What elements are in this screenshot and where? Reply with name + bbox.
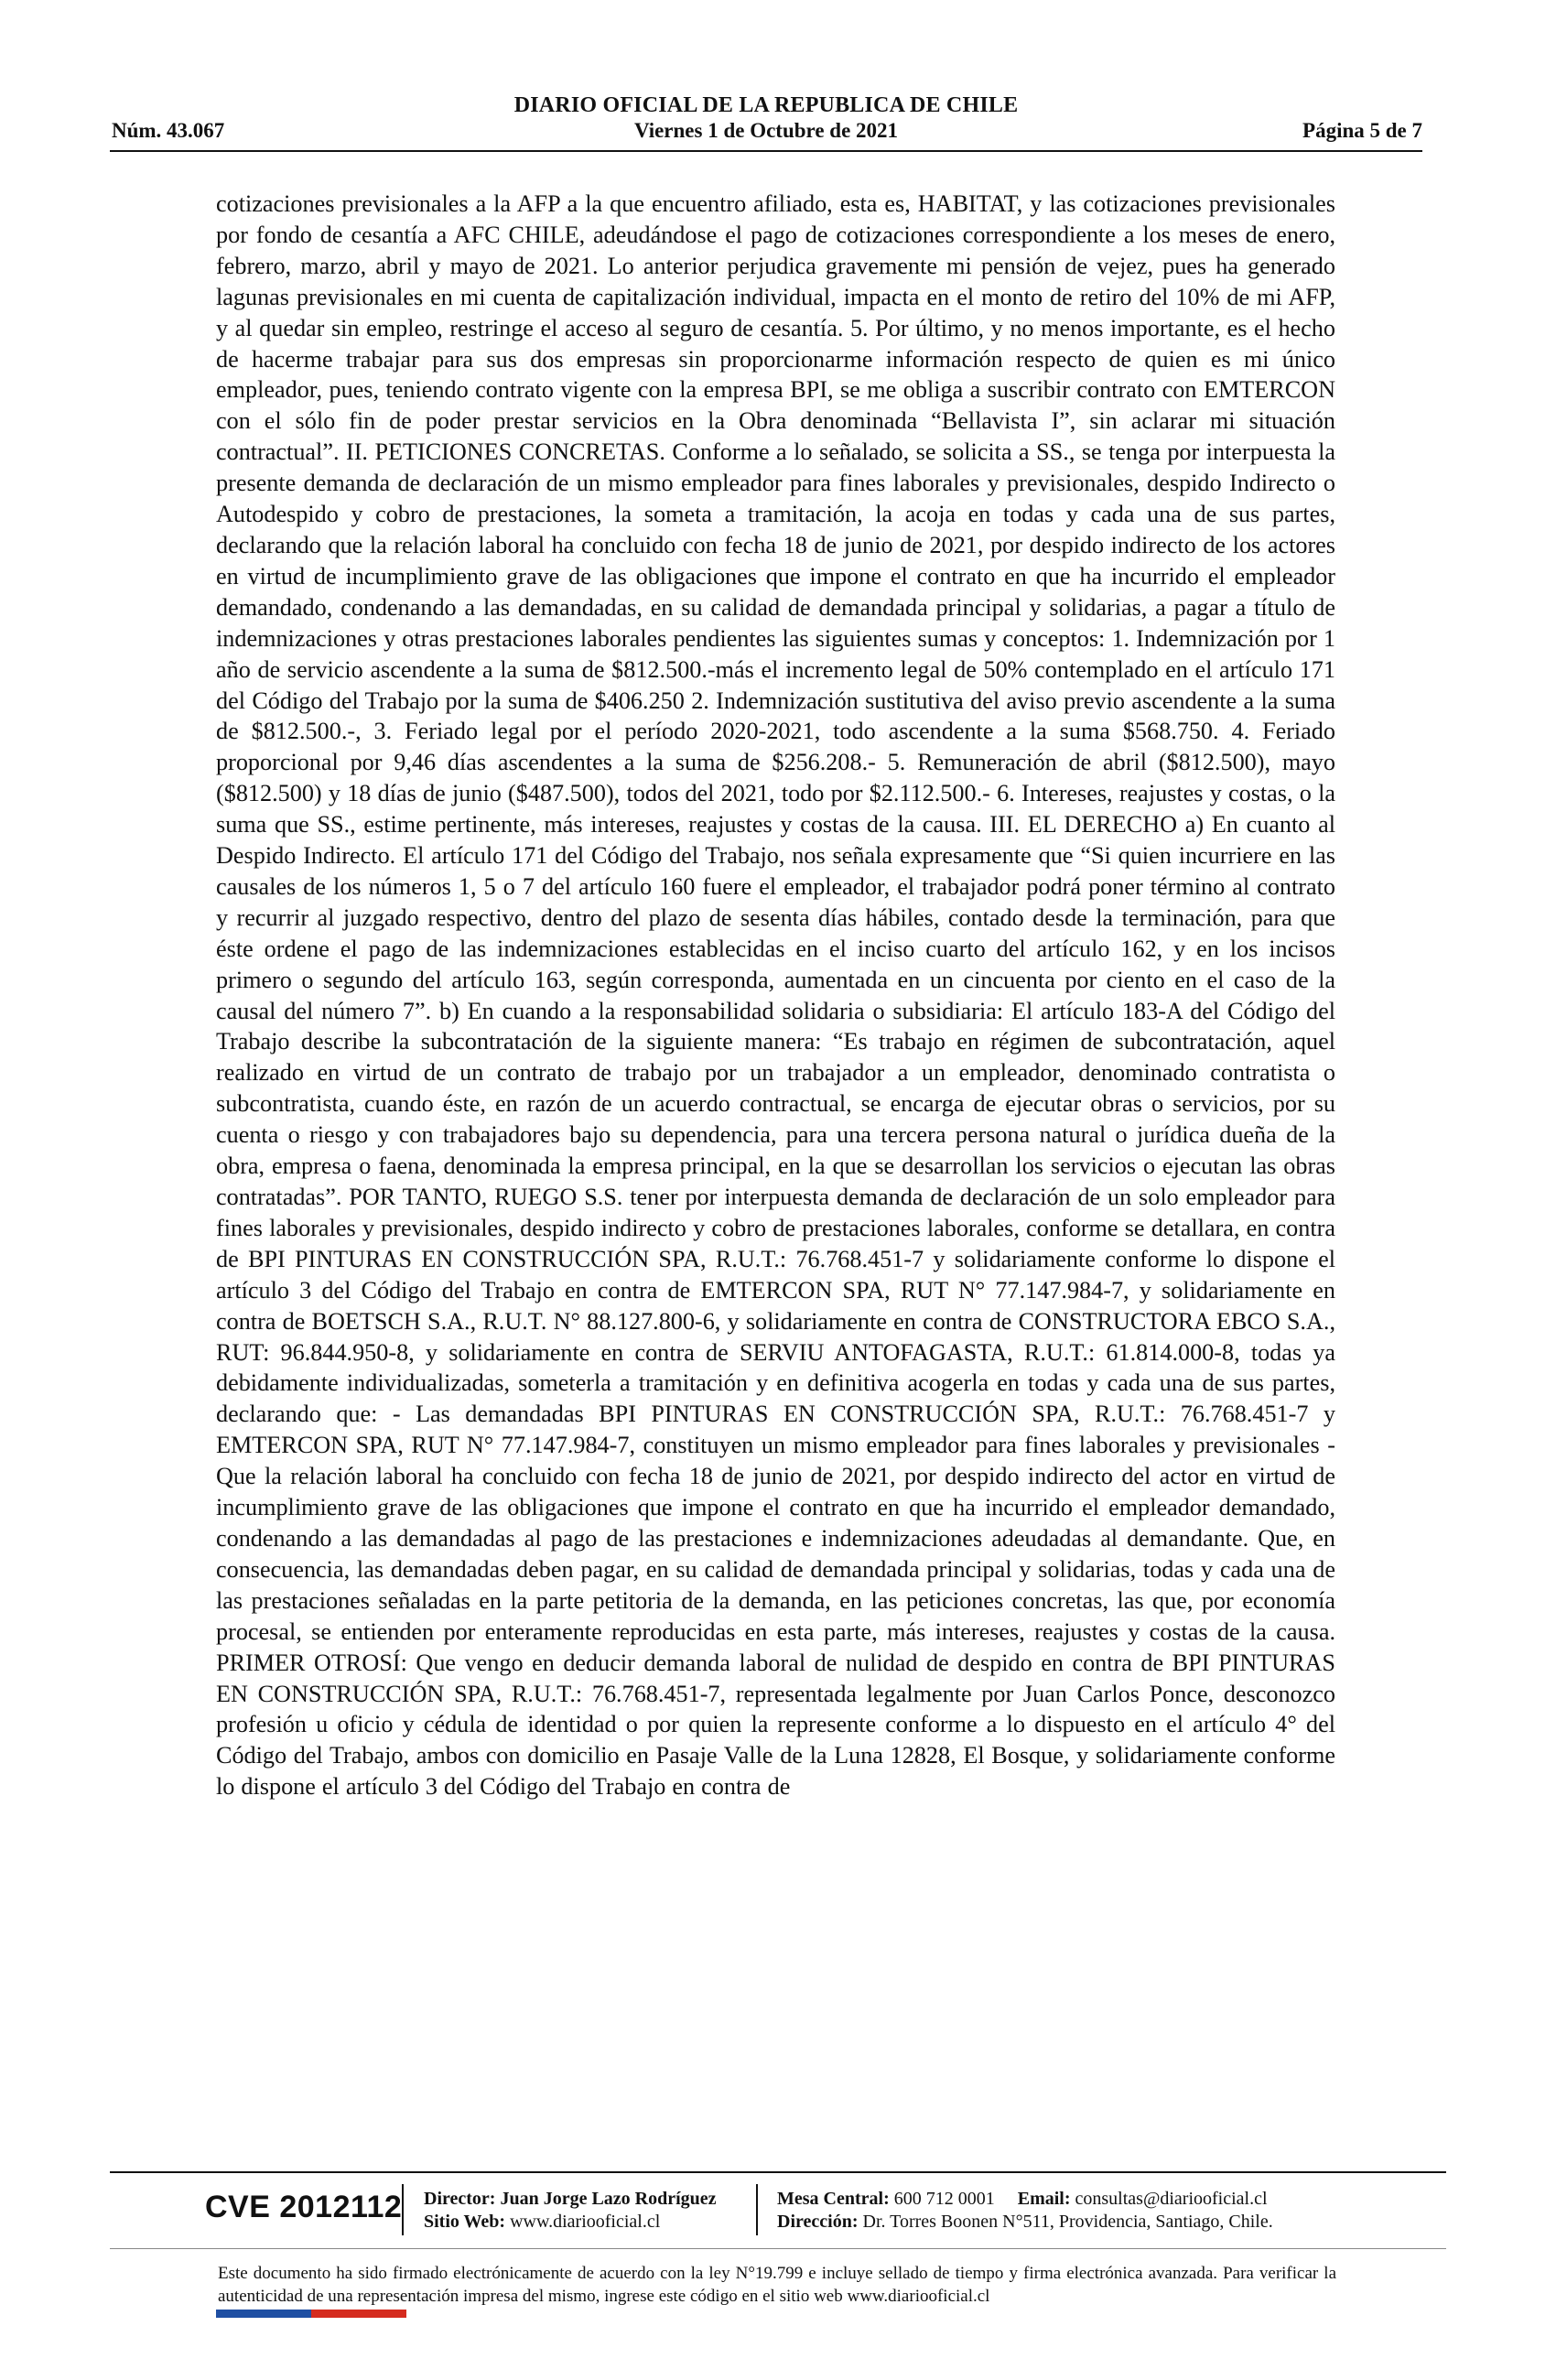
site-link[interactable]: www.diariooficial.cl — [510, 2212, 661, 2232]
phone-value: 600 712 0001 — [893, 2189, 995, 2209]
email-link[interactable]: consultas@diariooficial.cl — [1075, 2189, 1268, 2209]
site-label: Sitio Web: — [424, 2212, 506, 2232]
director-label: Director: — [424, 2189, 496, 2209]
footer-director-block — [424, 2188, 717, 2234]
director-name: Juan Jorge Lazo Rodríguez — [500, 2189, 717, 2209]
footer-contact-block — [777, 2188, 1273, 2234]
phone-label: Mesa Central: — [777, 2189, 890, 2209]
header-divider — [110, 150, 1422, 152]
issue-date: Viernes 1 de Octubre de 2021 — [633, 119, 899, 142]
footer-divider — [110, 2171, 1446, 2173]
email-label: Email: — [1017, 2189, 1071, 2209]
footer-separator — [402, 2184, 404, 2235]
page-number: Página 5 de 7 — [1302, 119, 1422, 142]
flag-stripe-red — [311, 2310, 406, 2318]
masthead — [110, 92, 1422, 152]
issue-number: Núm. 43.067 — [112, 119, 225, 142]
address-label: Dirección: — [777, 2212, 859, 2232]
cve-code: CVE 2012112 — [205, 2190, 403, 2224]
footer-thin-divider — [110, 2248, 1446, 2249]
body-paragraph: cotizaciones previsionales a la AFP a la que encuentro afiliado, esta es, HABITAT, y las cotizaciones previsionales por fondo de cesantía a AFC CHILE, adeudándose el pago de cotizaciones correspondiente a los meses de enero, febrero, marzo, abril y mayo de 2021. Lo anterior perjudica gravemente mi pensión de vejez, pues ha generado lagunas previsionales en mi cuenta de capitalización individual, impacta en el monto de retiro del 10% de mi AFP, y al quedar sin empleo, restringe el acceso al seguro de cesantía. 5. Por último, y no menos importante, es el hecho de hacerme trabajar para sus dos empresas sin proporcionarme información respecto de quien es mi único empleador, pues, teniendo contrato vigente con la empresa BPI, se me obliga a suscribir contrato con EMTERCON con el sólo fin de poder prestar servicios en la Obra denominada “Bellavista I”, sin aclarar mi situación contractual”. II. PETICIONES CONCRETAS. Conforme a lo señalado, se solicita a SS., se tenga por interpuesta la presente demanda de declaración de un mismo empleador para fines laborales y previsionales, despido Indirecto o Autodespido y cobro de prestaciones, la someta a tramitación, la acoja en todas y cada una de sus partes, declarando que la relación laboral ha concluido con fecha 18 de junio de 2021, por despido indirecto de los actores en virtud de incumplimiento grave de las obligaciones que impone el contrato en que ha incurrido el empleador demandado, condenando a las demandadas, en su calidad de demandada principal y solidarias, a pagar a título de indemnizaciones y otras prestaciones laborales pendientes las siguientes sumas y conceptos: 1. Indemnización por 1 año de servicio ascendente a la suma de $812.500.-más el incremento legal de 50% contemplado en el artículo 171 del Código del Trabajo por la suma de $406.250 2. Indemnización sustitutiva del aviso previo ascendente a la suma de $812.500.-, 3. Feriado legal por el período 2020-2021, todo ascendente a la suma $568.750. 4. Feriado proporcional por 9,46 días ascendentes a la suma de $256.208.- 5. Remuneración de abril ($812.500), mayo ($812.500) y 18 días de junio ($487.500), todos del 2021, todo por $2.112.500.- 6. Intereses, reajustes y costas, o la suma que SS., estime pertinente, más intereses, reajustes y costas de la causa. III. EL DERECHO a) En cuanto al Despido Indirecto. El artículo 171 del Código del Trabajo, nos señala expresamente que “Si quien incurriere en las causales de los números 1, 5 o 7 del artículo 160 fuere el empleador, el trabajador podrá poner término al contrato y recurrir al juzgado respectivo, dentro del plazo de sesenta días hábiles, contado desde la terminación, para que éste ordene el pago de las indemnizaciones establecidas en el inciso cuarto del artículo 162, y en los incisos primero o segundo del artículo 163, según corresponda, aumentada en un cincuenta por ciento en el caso de la causal del número 7”. b) En cuando a la responsabilidad solidaria o subsidiaria: El artículo 183-A del Código del Trabajo describe la subcontratación de la siguiente manera: “Es trabajo en régimen de subcontratación, aquel realizado en virtud de un contrato de trabajo por un trabajador a un empleador, denominado contratista o subcontratista, cuando éste, en razón de un acuerdo contractual, se encarga de ejecutar obras o servicios, por su cuenta o riesgo y con trabajadores bajo su dependencia, para una tercera persona natural o jurídica dueña de la obra, empresa o faena, denominada la empresa principal, en la que se desarrollan los servicios o ejecutan las obras contratadas”. POR TANTO, RUEGO S.S. tener por interpuesta demanda de declaración de un solo empleador para fines laborales y previsionales, despido indirecto y cobro de prestaciones laborales, conforme se detallara, en contra de BPI PINTURAS EN CONSTRUCCIÓN SPA, R.U.T.: 76.768.451-7 y solidariamente conforme lo dispone el artículo 3 del Código del Trabajo en contra de EMTERCON SPA, RUT N° 77.147.984-7, y solidariamente en contra de BOETSCH S.A., R.U.T. N° 88.127.800-6, y solidariamente en contra de CONSTRUCTORA EBCO S.A., RUT: 96.844.950-8, y solidariamente en contra de SERVIU ANTOFAGASTA, R.U.T.: 61.814.000-8, todas ya debidamente individualizadas, someterla a tramitación y en definitiva acogerla en todas y cada una de sus partes, declarando que: - Las demandadas BPI PINTURAS EN CONSTRUCCIÓN SPA, R.U.T.: 76.768.451-7 y EMTERCON SPA, RUT N° 77.147.984-7, constituyen un mismo empleador para fines laborales y previsionales - Que la relación laboral ha concluido con fecha 18 de junio de 2021, por despido indirecto del actor en virtud de incumplimiento grave de las obligaciones que impone el contrato en que ha incurrido el empleador demandado, condenando a las demandadas al pago de las prestaciones e indemnizaciones adeudadas al demandante. Que, en consecuencia, las demandadas deben pagar, en su calidad de demandada principal y solidarias, todas y cada una de las prestaciones señaladas en la parte petitoria de la demanda, en las peticiones concretas, las que, por economía procesal, se entienden por enteramente reproducidas en esta parte, más intereses, reajustes y costas de la causa. PRIMER OTROSÍ: Que vengo en deducir demanda laboral de nulidad de despido en contra de BPI PINTURAS EN CONSTRUCCIÓN SPA, R.U.T.: 76.768.451-7, representada legalmente por Juan Carlos Ponce, desconozco profesión u oficio y cédula de identidad o por quien la represente conforme a lo dispuesto en el artículo 4° del Código del Trabajo, ambos con domicilio en Pasaje Valle de la Luna 12828, El Bosque, y solidariamente conforme lo dispone el artículo 3 del Código del Trabajo en contra de — [216, 190, 1335, 1801]
newspaper-title: DIARIO OFICIAL DE LA REPUBLICA DE CHILE — [513, 93, 1019, 117]
footer-separator — [756, 2184, 758, 2235]
flag-stripe-blue — [216, 2310, 311, 2318]
legal-notice: Este documento ha sido firmado electrónicamente de acuerdo con la ley N°19.799 e incluye sellado de tiempo y firma electrónica avanzada. Para verificar la autenticidad de una representación impresa del mismo, ingrese este código en el sitio web www.diariooficial.cl — [218, 2264, 1336, 2306]
address-value: Dr. Torres Boonen N°511, Providencia, Santiago, Chile. — [862, 2212, 1273, 2232]
